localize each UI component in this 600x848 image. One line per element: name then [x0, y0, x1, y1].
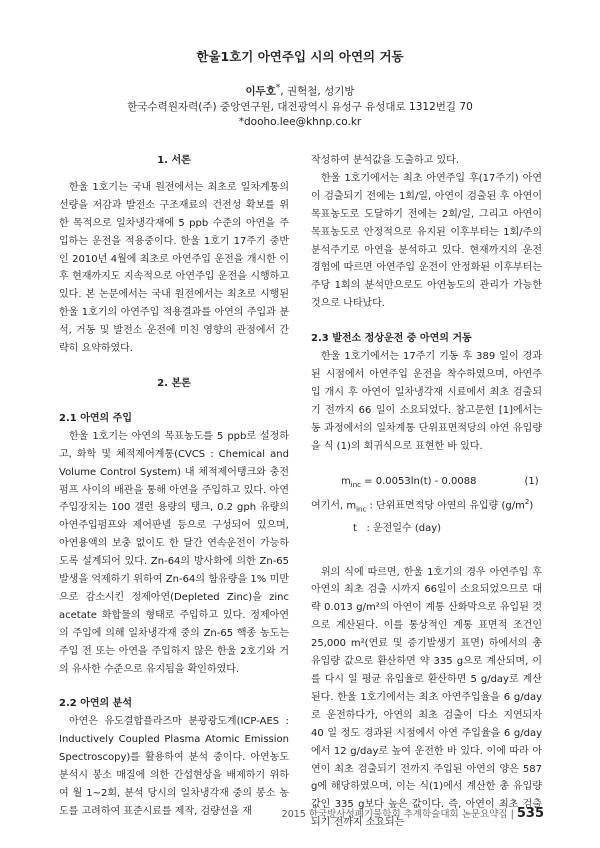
section-2-3-paragraph-2: 위의 식에 따르면, 한울 1호기의 경우 아연주입 후 아연의 최초 검출 시까지 66일이 소요되었으므로 대략 0.013 g/m²의 아연이 계통 산화막으로 유입된 것으로 계산된다. 이를 통상적인 계통 표면적 조건인 25,000 m²(연료 및 증기발생기 표면) 하에서의 총 유입량 값으로 환산하면 약 335 g으로 계산되며, 이를 다시 일 평균 유입율로 환산하면 5 g/day로 계산된다. 한울 1호기에서는 최초 아연주입율을 6 g/day로 운전하다가, 아연의 최초 검출이 다소 지연되자 40 일 정도 경과된 시점에서 아연 주입율을 6 g/day에서 12 g/day로 높여 운전한 바 있다. 이에 따라 아연이 최초 검출되기 전까지 주입된 아연의 양은 587 g에 해당하였으며, 이는 식(1)에서 계산한 총 유입량 값인 335 g보다 높은 값이다. 즉, 아연이 최초 검출되기 전까지 소요되는 — [311, 566, 542, 829]
equation-1: $m_{inc} = 0.0053\ln(t) - 0.0088$ (1) — [341, 475, 539, 489]
section-2-2-paragraph: 아연은 유도결합플라즈마 분광광도계(ICP-AES : Inductively Coupled Plasma Atomic Emission Spectroscopy)를 활용하여 분석 중이다. 아연농도 분석시 봉소 매질에 의한 간섭현상을 배제하기 위하여 월 1~2회, 분석 당시의 일차냉각재 중의 봉소 농도를 고려하여 표준시료를 제작, 검량선을 재 — [59, 716, 289, 817]
affiliation: 한국수력원자력(주) 중앙연구원, 대전광역시 유성구 유성대로 1312번길 70 — [127, 101, 473, 113]
left-column — [59, 152, 289, 821]
section-2-2-paragraph-2: 한울 1호기에서는 최초 아연주입 후(17주기) 아연이 검출되기 전에는 1회/일, 아연이 검출된 후 아연이 목표농도로 도달하기 전에는 2회/일, 그리고 아연이 목표농도로 안정적으로 유지된 이후부터는 1회/주의 분석주기로 아연을 분석하고 있다. 현재까지의 운전경험에 따르면 아연주입 운전이 안정화된 이후부터는 주당 1회의 분석만으로도 아연농도의 관리가 가능한 것으로 나타났다. — [311, 172, 542, 310]
section-2-2-continuation: 작성하여 분석값을 도출하고 있다. — [311, 155, 459, 166]
intro-heading: 1. 서론 — [157, 155, 191, 166]
email: *dooho.lee@khnp.co.kr — [238, 116, 362, 128]
paper-title: 한울1호기 아연주입 시의 아연의 거동 — [196, 49, 404, 64]
equation-number: (1) — [524, 475, 539, 487]
section-2-3-heading: 2.3 발전소 정상운전 중 아연의 거동 — [311, 333, 472, 345]
equation-where-minc: 여기서, $m_{inc}$ : 단위표면적당 아연의 유입량 $(g/m^2)$ — [311, 498, 534, 514]
right-column — [311, 152, 542, 832]
footer-text: 2015 한국방사성폐기물학회 추계학술대회 논문요약집 | — [281, 809, 517, 820]
authors — [0, 83, 600, 99]
section-2-1-paragraph: 한울 1호기는 아연의 목표농도를 5 ppb로 설정하고, 화학 및 체적제어계통(CVCS : Chemical and Volume Control System) 내 체적제어탱크와 충전펌프 사이의 배관을 통해 아연을 주입하고 있다. 아연주입장치는 100 갤런 용량의 탱크, 0.2 gph 유량의 아연주입펌프와 제어판넬 등으로 구성되어 있으며, 아연용액의 보충 없이도 한 달간 연속운전이 가능하도록 설계되어 있다. Zn-64의 방사화에 의한 Zn-65 발생을 억제하기 위하여 Zn-64의 함유량을 1% 미만으로 감소시킨 정제아연(Depleted Zinc)을 zinc acetate 화합물의 형태로 주입하고 있다. 정제아연의 주입에 의해 일차냉각재 중의 Zn-65 핵종 농도는 주입 전 또는 아연을 주입하지 않은 한울 2호기와 거의 유사한 수준으로 유지됨을 확인하였다. — [59, 430, 289, 675]
equation-where-t: t : 운전일수 (day) — [353, 522, 442, 534]
section-2-3-paragraph: 한울 1호기에서는 17주기 기동 후 389 일이 경과된 시점에서 아연주입 운전을 착수하였으며, 아연주입 개시 후 아연이 일차냉각재 시료에서 최초 검출되기 전까지 66 일이 소요되었다. 참고문헌 [1]에서는 동 과정에서의 일차계통 단위표면적당의 아연 유입량을 식 (1)의 회귀식으로 표현한 바 있다. — [311, 351, 542, 452]
page-footer — [282, 806, 544, 821]
section-2-1-heading: 2.1 아연의 주입 — [59, 412, 132, 424]
intro-paragraph: 한울 1호기는 국내 원전에서는 최초로 일차계통의 선량을 저감과 발전소 구조재료의 건전성 확보를 위한 목적으로 일차냉각재에 5 ppb 수준의 아연을 주입하는 운전을 적용중이다. 한울 1호기 17주기 중반인 2010년 4월에 최초로 아연주입 운전을 개시한 이후 현재까지도 지속적으로 아연주입 운전을 시행하고 있다. 본 논문에서는 국내 원전에서는 최초로 시행된 한울 1호기의 아연주입 적용결과를 아연의 주입과 분석, 거동 및 발전소 운전에 미친 영향의 관점에서 간략히 요약하였다. — [59, 181, 289, 355]
lead-author: 이두호 — [245, 85, 276, 98]
body-heading: 2. 본론 — [157, 377, 191, 389]
co-authors: , 권혁철, 성기방 — [280, 85, 355, 98]
corresponding-mark: * — [275, 83, 281, 93]
section-2-2-heading: 2.2 아연의 분석 — [59, 698, 132, 710]
page-number: 535 — [516, 806, 544, 821]
